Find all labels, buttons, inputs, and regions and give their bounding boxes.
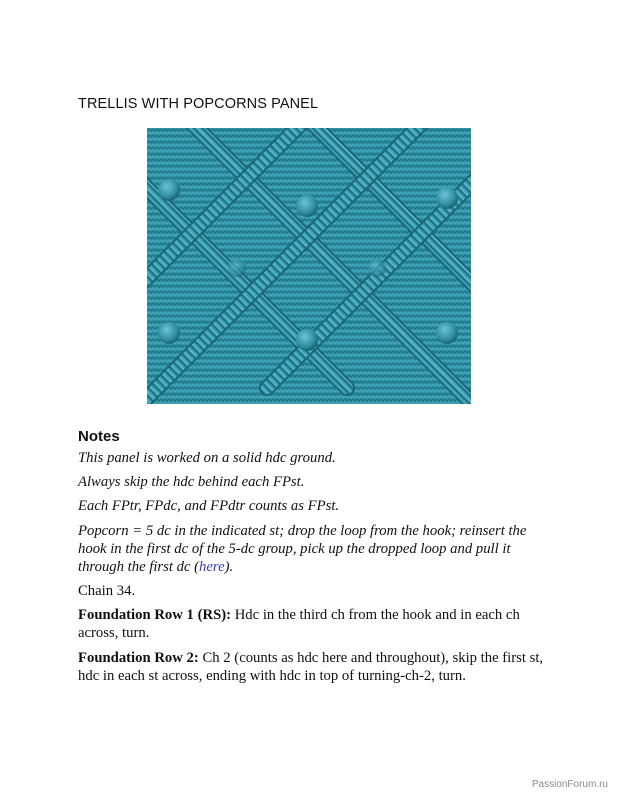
row-text: Hdc in the third ch from the hook and in each ch across, turn. — [78, 607, 520, 641]
page-title: TRELLIS WITH POPCORNS PANEL — [78, 96, 319, 112]
row-label: Foundation Row 2: — [78, 650, 199, 666]
popcorn-tail: ). — [224, 559, 234, 575]
swatch-illustration — [147, 128, 471, 404]
watermark: PassionForum.ru — [531, 779, 608, 790]
note-item: This panel is worked on a solid hdc ground. — [78, 450, 336, 466]
chain-instruction: Chain 34. — [78, 583, 136, 599]
popcorn-text: Popcorn = 5 dc in the indicated st; drop the loop from the hook; reinsert the hook in the first dc of the 5-dc group, pick up the dropped loop and pull it through the first dc ( — [78, 523, 527, 575]
note-item: Each FPtr, FPdc, and FPdtr counts as FPst. — [78, 498, 340, 514]
popcorn-link[interactable]: here — [199, 559, 225, 575]
foundation-row-2 — [78, 649, 548, 685]
popcorn-note — [78, 522, 548, 576]
notes-heading: Notes — [78, 428, 120, 445]
row-label: Foundation Row 1 (RS): — [78, 607, 232, 623]
foundation-row-1 — [78, 606, 548, 642]
row-text: Ch 2 (counts as hdc here and throughout), skip the first st, hdc in each st across, ending with hdc in top of turning-ch-2, turn. — [78, 650, 544, 684]
note-item: Always skip the hdc behind each FPst. — [78, 474, 305, 490]
swatch-photo — [147, 128, 471, 404]
